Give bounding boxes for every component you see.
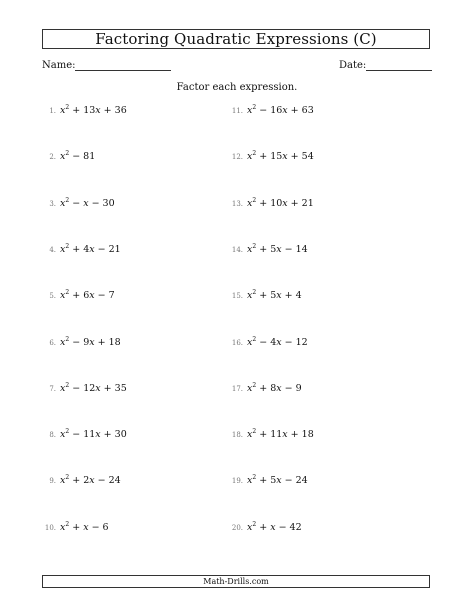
linear-term: + 13x xyxy=(72,105,101,116)
problem-number: 18. xyxy=(231,431,243,440)
problem-expression: $x^2 - x - 30$ xyxy=(60,196,115,209)
constant-term: + 36 xyxy=(100,105,127,116)
problem-number: 5. xyxy=(49,292,56,301)
constant-term: + 4 xyxy=(281,290,302,302)
problem-number: 10. xyxy=(44,523,56,532)
constant-term: + 35 xyxy=(100,382,127,394)
linear-term: + 8x xyxy=(259,382,282,394)
constant-term: − 42 xyxy=(275,521,302,533)
linear-term: + 15x xyxy=(259,151,288,163)
date-label: Date: xyxy=(339,60,367,71)
constant-term: − 24 xyxy=(94,475,121,487)
linear-term: + 5x xyxy=(259,475,282,487)
linear-term: + 5x xyxy=(259,290,282,302)
linear-term: − x xyxy=(72,197,89,209)
problem-expression: $x^2 + 13x + 36$ xyxy=(60,104,127,116)
linear-term: − 11x xyxy=(72,429,101,441)
problem-number: 17. xyxy=(231,384,243,393)
problem-expression: $x^2 - 9x + 18$ xyxy=(60,335,121,348)
name-field-line xyxy=(75,70,171,71)
constant-term: + 18 xyxy=(94,336,121,348)
constant-term: + 21 xyxy=(287,197,314,209)
constant-term: − 21 xyxy=(94,243,121,255)
constant-term: − 12 xyxy=(281,336,308,348)
worksheet-title: Factoring Quadratic Expressions (C) xyxy=(42,29,430,49)
problem-number: 13. xyxy=(231,199,243,208)
problem-number: 2. xyxy=(49,153,56,162)
problem-expression: $x^2 + 6x - 7$ xyxy=(60,289,115,302)
problem-expression: $x^2 + 5x - 14$ xyxy=(247,242,308,255)
problem-number: 8. xyxy=(49,431,56,440)
problem-number: 14. xyxy=(231,245,243,254)
problem-expression: $x^2 + 2x - 24$ xyxy=(60,474,121,487)
constant-term: − 9 xyxy=(281,382,302,394)
problem-number: 6. xyxy=(49,338,56,347)
date-field-line xyxy=(366,70,432,71)
constant-term: + 54 xyxy=(287,151,314,163)
constant-term: − 14 xyxy=(281,243,308,255)
problem-expression: $x^2 + 5x - 24$ xyxy=(247,474,308,487)
name-label: Name: xyxy=(42,60,76,71)
constant-term: + 30 xyxy=(100,429,127,441)
problem-expression: $x^2 + x - 6$ xyxy=(60,520,109,533)
linear-term: − 9x xyxy=(72,336,95,348)
problem-number: 19. xyxy=(231,477,243,486)
problem-expression: $x^2 + 11x + 18$ xyxy=(247,428,314,441)
linear-term: − 4x xyxy=(259,336,282,348)
problem-expression: $x^2 - 12x + 35$ xyxy=(60,381,127,394)
constant-term: + 18 xyxy=(287,429,314,441)
linear-term: − 16x xyxy=(259,105,288,116)
problem-expression: $x^2 + 4x - 21$ xyxy=(60,242,121,255)
linear-term: + 6x xyxy=(72,290,95,302)
problem-number: 3. xyxy=(49,199,56,208)
problem-number: 7. xyxy=(49,384,56,393)
linear-term: + 2x xyxy=(72,475,95,487)
problem-number: 15. xyxy=(231,292,243,301)
problem-number: 12. xyxy=(231,153,243,162)
problem-number: 4. xyxy=(49,245,56,254)
problem-number: 20. xyxy=(231,523,243,532)
linear-term: + 11x xyxy=(259,429,288,441)
problem-number: 1. xyxy=(49,107,56,115)
problem-expression: $x^2 + 8x - 9$ xyxy=(247,381,302,394)
linear-term: − 12x xyxy=(72,382,101,394)
problem-expression: $x^2 - 4x - 12$ xyxy=(247,335,308,348)
constant-term: + 63 xyxy=(287,105,314,116)
problem-expression: $x^2 + 10x + 21$ xyxy=(247,196,314,209)
footer: Math-Drills.com xyxy=(42,575,430,588)
constant-term: − 30 xyxy=(88,197,115,209)
problem-expression: $x^2 - 11x + 30$ xyxy=(60,428,127,441)
problem-number: 16. xyxy=(231,338,243,347)
constant-term: − 24 xyxy=(281,475,308,487)
constant-term: − 7 xyxy=(94,290,115,302)
constant-term: − 81 xyxy=(69,151,96,163)
linear-term: + x xyxy=(72,521,89,533)
instructions: Factor each expression. xyxy=(176,82,298,93)
linear-term: + 5x xyxy=(259,243,282,255)
problem-number: 11. xyxy=(231,107,243,115)
constant-term: − 6 xyxy=(88,521,109,533)
problem-expression: $x^2 - 16x + 63$ xyxy=(247,104,314,116)
linear-term: + x xyxy=(259,521,276,533)
problem-expression: $x^2 - 81$ xyxy=(60,150,96,163)
problem-number: 9. xyxy=(49,477,56,486)
problem-expression: $x^2 + x - 42$ xyxy=(247,520,302,533)
linear-term: + 10x xyxy=(259,197,288,209)
problem-expression: $x^2 + 15x + 54$ xyxy=(247,150,314,163)
linear-term: + 4x xyxy=(72,243,95,255)
problem-expression: $x^2 + 5x + 4$ xyxy=(247,289,302,302)
